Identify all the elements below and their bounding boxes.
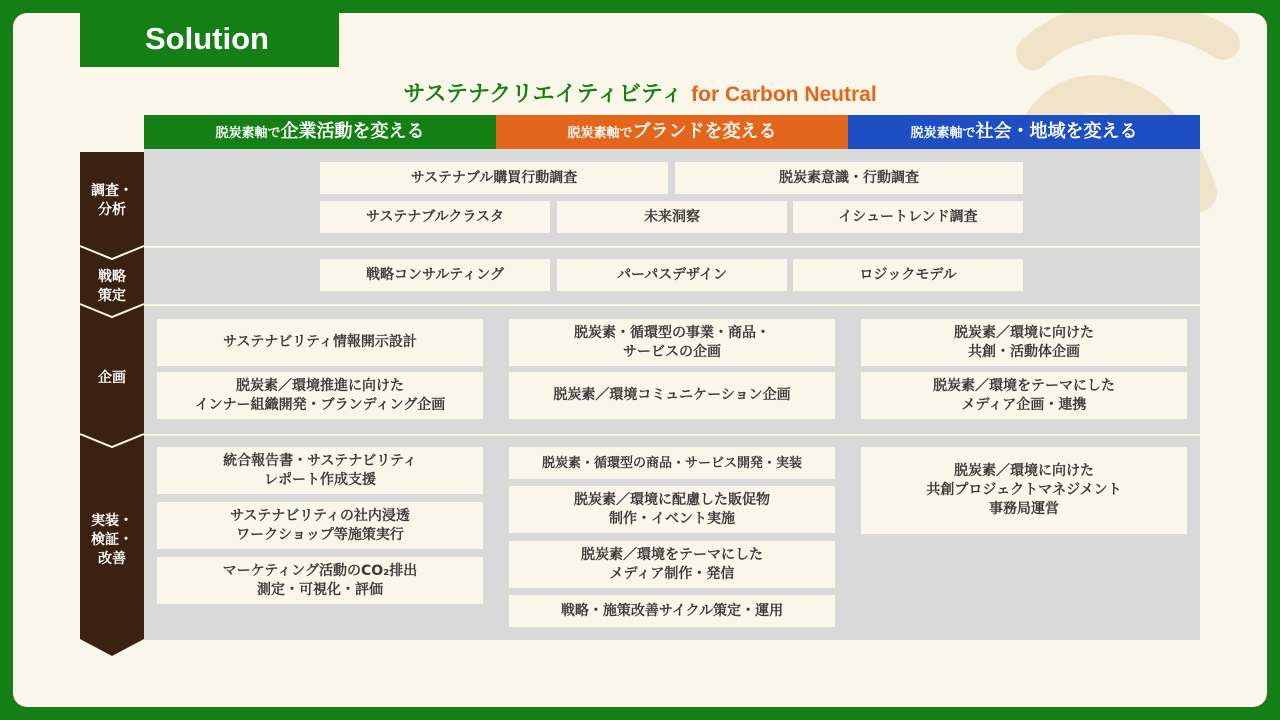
solution-item: 戦略・施策改善サイクル策定・運用 <box>509 595 835 627</box>
solution-item: 脱炭素・循環型の事業・商品・ サービスの企画 <box>509 319 835 366</box>
solution-item: 脱炭素／環境推進に向けた インナー組織開発・ブランディング企画 <box>157 372 483 419</box>
solution-item: 脱炭素・循環型の商品・サービス開発・実装 <box>509 447 835 479</box>
row-divider <box>144 434 1200 436</box>
row-divider <box>144 304 1200 306</box>
column-header-prefix: 脱炭素軸で <box>215 126 281 141</box>
solution-item: 脱炭素／環境に向けた 共創プロジェクトマネジメント 事務局運営 <box>861 447 1187 534</box>
title-english: for Carbon Neutral <box>691 83 877 106</box>
solution-item: マーケティング活動のCO₂排出 測定・可視化・評価 <box>157 557 483 604</box>
solution-item: 脱炭素／環境に向けた 共創・活動体企画 <box>861 319 1187 366</box>
column-header-main: 企業活動を変える <box>280 121 425 142</box>
solution-item: イシュートレンド調査 <box>793 201 1023 233</box>
solution-item: サステナブル購買行動調査 <box>320 162 668 194</box>
column-header-prefix: 脱炭素軸で <box>567 126 633 141</box>
solution-item: 脱炭素／環境コミュニケーション企画 <box>509 372 835 419</box>
solution-tab: Solution <box>80 13 339 67</box>
solution-item: 統合報告書・サステナビリティ レポート作成支援 <box>157 447 483 494</box>
solution-item: ロジックモデル <box>793 259 1023 291</box>
row-divider <box>144 246 1200 248</box>
column-header-main: ブランドを変える <box>632 121 777 142</box>
column-header-main: 社会・地域を変える <box>975 121 1138 142</box>
column-header-prefix: 脱炭素軸で <box>910 126 976 141</box>
phase-label-strategy: 戦略 策定 <box>98 269 126 304</box>
solution-item: 脱炭素／環境をテーマにした メディア制作・発信 <box>509 541 835 588</box>
solution-item: 未来洞察 <box>557 201 787 233</box>
solution-item: 戦略コンサルティング <box>320 259 550 291</box>
phase-label-research: 調査・ 分析 <box>91 183 133 218</box>
solution-item: サステナビリティの社内浸透 ワークショップ等施策実行 <box>157 502 483 549</box>
solution-item: サステナビリティ情報開示設計 <box>157 319 483 366</box>
solution-item: 脱炭素／環境に配慮した販促物 制作・イベント実施 <box>509 486 835 533</box>
solution-item: 脱炭素／環境をテーマにした メディア企画・連携 <box>861 372 1187 419</box>
slide-card <box>13 13 1267 707</box>
solution-item: サステナブルクラスタ <box>320 201 550 233</box>
phase-label-planning: 企画 <box>98 370 126 386</box>
title-japanese: サステナクリエイティビティ <box>403 82 684 107</box>
solution-item: パーパスデザイン <box>557 259 787 291</box>
solution-item: 脱炭素意識・行動調査 <box>675 162 1023 194</box>
phase-label-implementation: 実装・ 検証・ 改善 <box>91 513 133 567</box>
